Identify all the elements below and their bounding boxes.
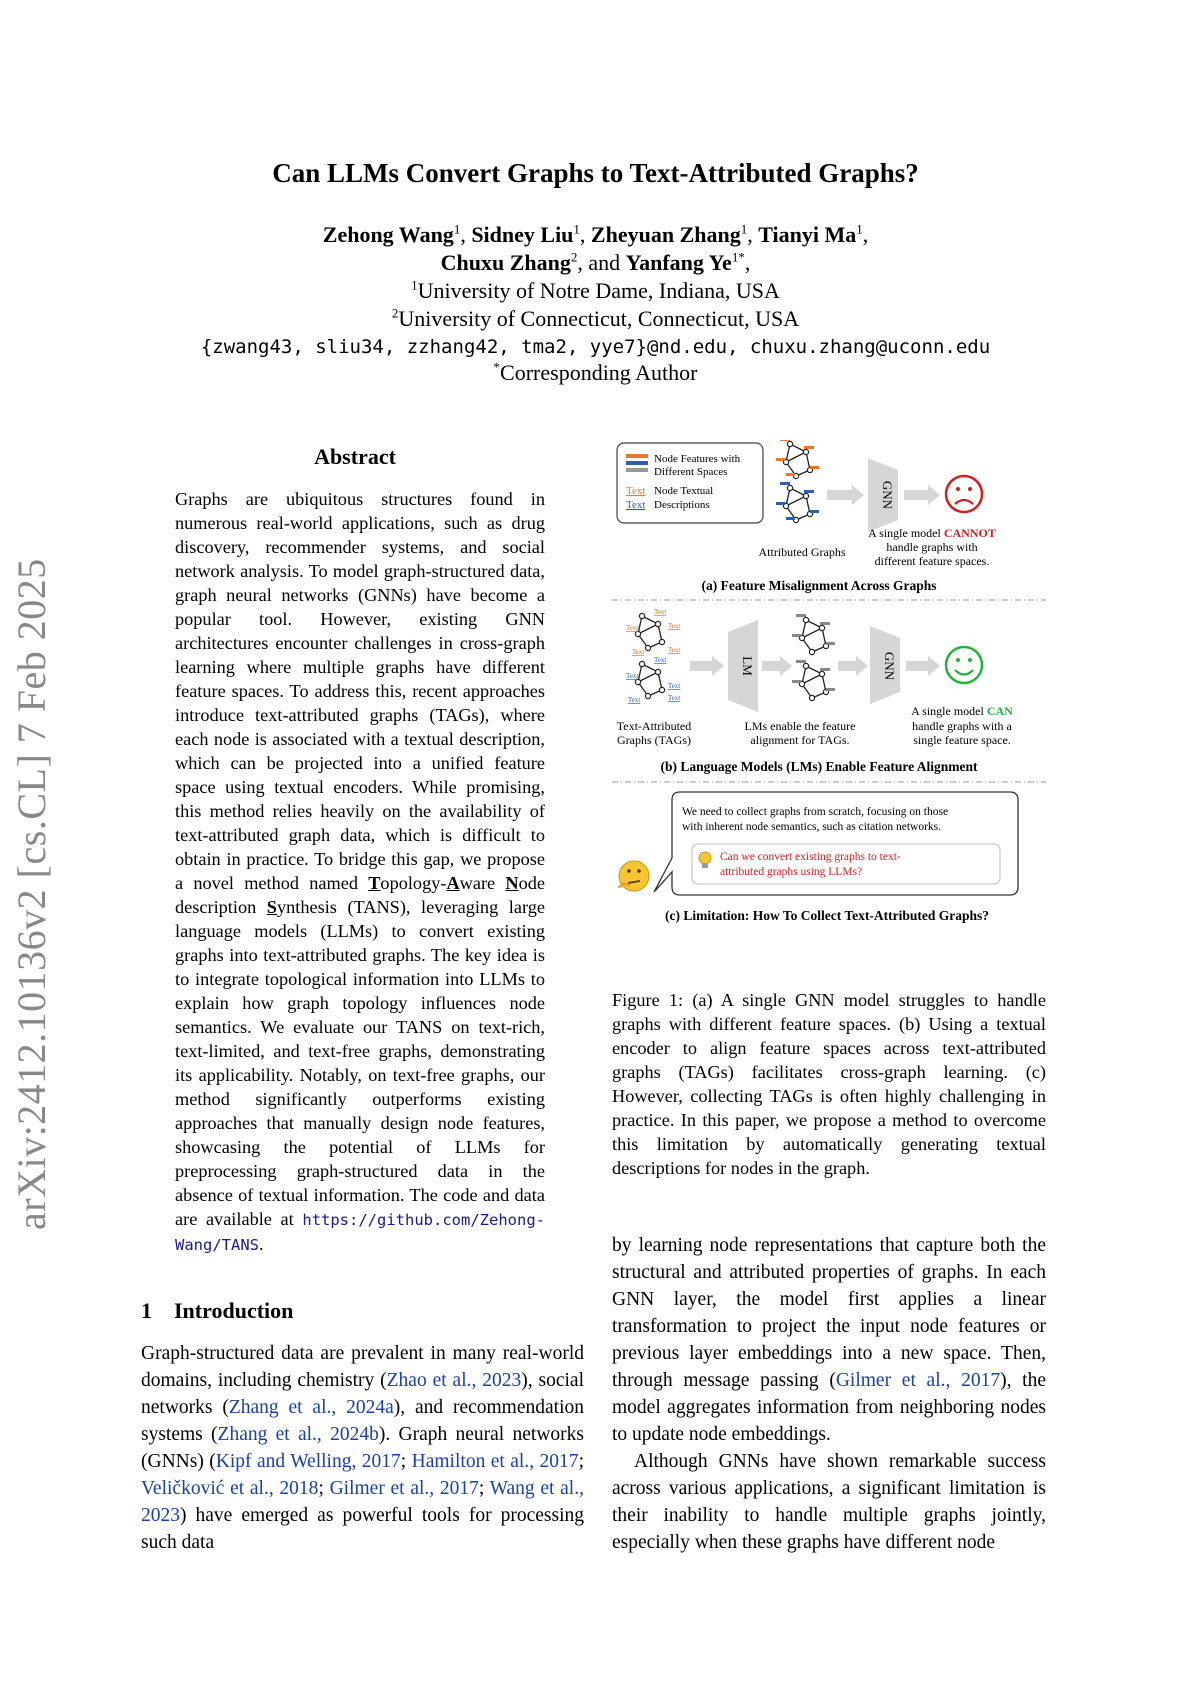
intro-right-paragraph-1 bbox=[612, 1232, 1046, 1448]
node-text: Text bbox=[668, 682, 681, 690]
aff-sup: 1 bbox=[411, 277, 418, 293]
can-line1 bbox=[911, 704, 1013, 718]
abstract-text: . bbox=[259, 1234, 264, 1254]
arrow-shape bbox=[904, 485, 940, 505]
body-text: ). Graph neural networks (GNNs) ( bbox=[141, 1424, 584, 1472]
author-sep: , bbox=[747, 222, 759, 247]
arrow-shape bbox=[838, 656, 868, 676]
cannot-line2: handle graphs with bbox=[886, 540, 978, 554]
arrow-shape bbox=[827, 485, 864, 505]
can-keyword: CAN bbox=[986, 704, 1013, 718]
tag-graph-blue bbox=[626, 656, 680, 704]
attributed-graph-blue bbox=[776, 482, 819, 523]
question-line2: attributed graphs using LLMs? bbox=[720, 866, 863, 878]
author-name: Tianyi Ma bbox=[758, 222, 857, 247]
abstract-text: ware bbox=[459, 873, 506, 893]
citation-link[interactable]: Gilmer et al., 2017 bbox=[329, 1478, 479, 1499]
can-line3: single feature space. bbox=[913, 733, 1011, 747]
paper-title: Can LLMs Convert Graphs to Text-Attributed Graphs? bbox=[272, 158, 919, 188]
author-name: Zheyuan Zhang bbox=[590, 222, 741, 247]
author-sup: 2 bbox=[570, 249, 578, 265]
author-sup: 1 bbox=[453, 221, 461, 237]
figure-1-caption: Figure 1: (a) A single GNN model struggles to handle graphs with different feature spaces. (b) Using a textual encoder to align feature spaces across text-attributed graphs (TAGs) facilitates cross-graph learning. (c) However, collecting TAGs is often highly challenging in practice. In this paper, we propose a method to overcome this limitation by automatically generating textual descriptions for nodes in the graph. bbox=[612, 990, 1046, 1178]
arrow-shape bbox=[690, 656, 724, 676]
author-name: Chuxu Zhang bbox=[440, 250, 571, 275]
author-list-line-2 bbox=[0, 250, 1191, 276]
arrow-shape bbox=[906, 656, 940, 676]
panel-a bbox=[617, 440, 996, 593]
panel-b bbox=[617, 608, 1013, 774]
corresponding-author bbox=[0, 360, 1191, 386]
legend-text-line2: Descriptions bbox=[654, 499, 710, 511]
body-text: by learning node representations that capture both the structural and attributed properties of graphs. In each GNN layer, the model first applies a linear transformation to project the input node features or previous layer embeddings into a new space. Then, through message passing ( bbox=[612, 1235, 1046, 1391]
legend-text-line1: Node Textual bbox=[654, 485, 714, 497]
author-sep: , bbox=[579, 222, 591, 247]
citation-link[interactable]: Veličković et al., 2018 bbox=[141, 1478, 319, 1499]
attributed-graphs-label: Attributed Graphs bbox=[758, 545, 846, 559]
intro-right-paragraph-2: Although GNNs have shown remarkable success across various applications, a significant limitation is their inability to handle multiple graphs jointly, especially when these graphs have different node bbox=[612, 1451, 1046, 1553]
acronym-letter: N bbox=[505, 873, 519, 893]
body-text: ) have emerged as powerful tools for processing such data bbox=[141, 1505, 584, 1553]
section-title: Introduction bbox=[174, 1298, 294, 1323]
body-text: ), and recommendation systems ( bbox=[141, 1397, 584, 1445]
lm-label: LM bbox=[740, 656, 755, 676]
body-text: ), social networks ( bbox=[141, 1370, 584, 1418]
figure-1 bbox=[612, 440, 1046, 960]
aff-sup: 2 bbox=[391, 305, 399, 321]
abstract-text: opology- bbox=[380, 873, 447, 893]
arxiv-identifier: arXiv:2412.10136v2 [cs.CL] 7 Feb 2025 bbox=[9, 558, 54, 1230]
citation-link[interactable]: Hamilton et al., 2017 bbox=[411, 1451, 579, 1472]
body-text: ; bbox=[318, 1478, 330, 1499]
node-text: Text bbox=[654, 608, 667, 616]
intro-left-paragraph bbox=[141, 1340, 584, 1556]
section-number: 1 bbox=[141, 1298, 152, 1323]
node-text: Text bbox=[632, 648, 645, 656]
panel-b-title: (b) Language Models (LMs) Enable Feature Alignment bbox=[660, 759, 978, 774]
legend-features-line2: Different Spaces bbox=[654, 466, 728, 478]
author-sup: 1* bbox=[731, 249, 745, 265]
tag-label-line2: Graphs (TAGs) bbox=[616, 733, 692, 747]
body-text: ; bbox=[400, 1451, 412, 1472]
aligned-graph bbox=[792, 614, 835, 655]
author-sep: , bbox=[862, 222, 869, 247]
legend-text-orange: Text bbox=[626, 485, 646, 497]
tag-label-line1: Text-Attributed bbox=[616, 719, 692, 733]
author-name: Yanfang Ye bbox=[625, 250, 732, 275]
abstract-text: ynthesis bbox=[276, 897, 337, 917]
author-name: Sidney Liu bbox=[471, 222, 574, 247]
node-text: Text bbox=[628, 696, 641, 704]
lm-align-line1: LMs enable the feature bbox=[744, 719, 856, 733]
body-text: Graph-structured data are prevalent in many real-world domains, including chemistry ( bbox=[141, 1343, 584, 1391]
author-sep: , bbox=[744, 250, 751, 275]
author-list-line-1 bbox=[0, 222, 1191, 248]
aff-text: University of Notre Dame, Indiana, USA bbox=[417, 278, 780, 303]
author-sep: , bbox=[460, 222, 472, 247]
corr-text: Corresponding Author bbox=[500, 360, 698, 385]
happy-face-icon bbox=[946, 647, 982, 683]
author-sup: 1 bbox=[573, 221, 580, 237]
citation-link[interactable]: Gilmer et al., 2017 bbox=[835, 1370, 1001, 1391]
node-text: Text bbox=[668, 622, 681, 630]
author-name: Zehong Wang bbox=[322, 222, 454, 247]
affiliation-2 bbox=[0, 306, 1191, 332]
body-text: ; bbox=[478, 1478, 490, 1499]
cannot-line3: different feature spaces. bbox=[874, 554, 990, 568]
author-emails: {zwang43, sliu34, zzhang42, tma2, yye7}@nd.edu, chuxu.zhang@uconn.edu bbox=[200, 336, 991, 358]
legend-features-line1: Node Features with bbox=[654, 453, 741, 465]
bubble-line2: with inherent node semantics, such as citation networks. bbox=[682, 821, 942, 833]
abstract-text: Graphs are ubiquitous structures found in numerous real-world applications, such as drug discovery, recommender systems, and social network analysis. To model graph-structured data, graph neural networks (GNNs) have become a popular tool. However, existing GNN architectures encounter challenges in cross-graph learning where multiple graphs have different feature spaces. To address this, recent approaches introduce text-attributed graphs (TAGs), where each node is associated with a textual description, which can be projected into a unified feature space using textual encoders. While promising, this method relies heavily on the availability of text-attributed graph data, which is difficult to obtain in practice. To bridge this gap, we propose a novel method named bbox=[175, 489, 545, 893]
panel-c-title: (c) Limitation: How To Collect Text-Attributed Graphs? bbox=[665, 908, 989, 923]
question-box bbox=[692, 844, 1000, 884]
author-sup: 1 bbox=[856, 221, 863, 237]
citation-link[interactable]: Wang et al., 2023 bbox=[141, 1478, 584, 1526]
abstract-text: (TANS), leveraging large language models (LLMs) to convert existing graphs into text-attributed graphs. The key idea is to integrate topological information into LLMs to explain how graph topology influences node semantics. We evaluate our TANS on text-rich, text-limited, and text-free graphs, demonstrating its applicability. Notably, on text-free graphs, our method significantly outperforms existing approaches that manually design node features, showcasing the potential of LLMs for preprocessing graph-structured data in the absence of textual information. The code and data are available at bbox=[175, 897, 545, 1229]
node-text: Text bbox=[626, 672, 639, 680]
sad-face-icon bbox=[946, 476, 982, 512]
section-heading-introduction bbox=[141, 1298, 293, 1324]
aff-text: University of Connecticut, Connecticut, USA bbox=[398, 306, 800, 331]
node-text: Text bbox=[626, 624, 639, 632]
acronym-letter: T bbox=[368, 873, 381, 893]
node-text: Text bbox=[654, 656, 667, 664]
legend-text-blue: Text bbox=[626, 499, 646, 511]
gnn-label: GNN bbox=[882, 651, 897, 681]
attributed-graph-orange bbox=[776, 440, 819, 479]
acronym-letter: S bbox=[266, 897, 277, 917]
thinking-face-icon bbox=[618, 861, 649, 891]
author-sep: , and bbox=[577, 250, 626, 275]
bubble-line1: We need to collect graphs from scratch, focusing on those bbox=[682, 806, 949, 818]
affiliation-1 bbox=[0, 278, 1191, 304]
cannot-line1 bbox=[868, 526, 996, 540]
node-text: Text bbox=[668, 694, 681, 702]
citation-link[interactable]: Zhang et al., 2024b bbox=[217, 1424, 379, 1445]
lm-align-line2: alignment for TAGs. bbox=[750, 733, 850, 747]
can-text: A single model bbox=[911, 704, 987, 718]
gnn-label: GNN bbox=[880, 480, 895, 510]
panel-a-title: (a) Feature Misalignment Across Graphs bbox=[701, 578, 937, 593]
arrow-shape bbox=[762, 656, 792, 676]
code-link[interactable]: https://github.com/Zehong-Wang/TANS bbox=[175, 1211, 545, 1254]
abstract-text: ode description bbox=[175, 873, 545, 917]
aligned-graph bbox=[792, 660, 835, 701]
acronym-letter: A bbox=[446, 873, 460, 893]
panel-c bbox=[618, 792, 1018, 923]
citation-link[interactable]: Zhang et al., 2024a bbox=[228, 1397, 394, 1418]
abstract-body bbox=[175, 487, 545, 1257]
question-line1: Can we convert existing graphs to text- bbox=[720, 851, 901, 863]
body-text: ; bbox=[578, 1451, 584, 1472]
author-sup: 1 bbox=[740, 221, 748, 237]
citation-link[interactable]: Kipf and Welling, 2017 bbox=[215, 1451, 401, 1472]
cannot-text: A single model bbox=[868, 526, 944, 540]
body-text: ), the model aggregates information from neighboring nodes to update node embeddings. bbox=[612, 1370, 1046, 1445]
tag-graph-orange bbox=[626, 608, 680, 656]
node-text: Text bbox=[668, 646, 681, 654]
citation-link[interactable]: Zhao et al., 2023 bbox=[386, 1370, 522, 1391]
cannot-keyword: CANNOT bbox=[943, 526, 996, 540]
abstract-heading: Abstract bbox=[314, 444, 396, 469]
corr-sup: * bbox=[493, 359, 501, 375]
can-line2: handle graphs with a bbox=[912, 719, 1012, 733]
